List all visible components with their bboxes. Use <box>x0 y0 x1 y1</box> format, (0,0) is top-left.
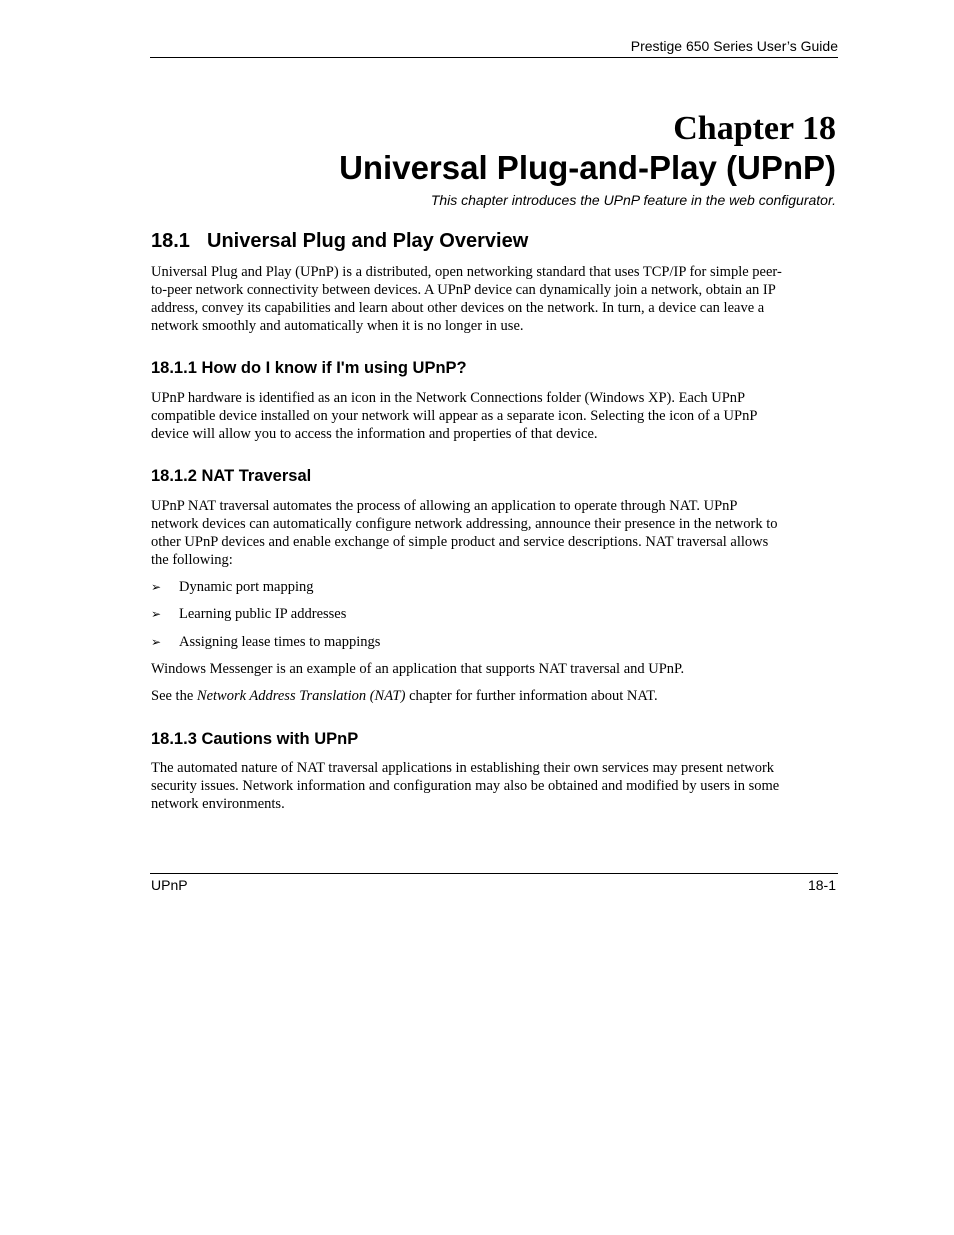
section-heading-18-1-1: 18.1.1 How do I know if I'm using UPnP? <box>151 359 467 377</box>
bullet-item <box>151 633 380 651</box>
text-line: network devices can automatically configure network addressing, announce their presence in the network to <box>151 516 778 532</box>
text-line: network environments. <box>151 796 285 812</box>
bullet-text: Assigning lease times to mappings <box>179 634 381 650</box>
section-heading-18-1-3: 18.1.3 Cautions with UPnP <box>151 730 359 748</box>
text-line: to-peer network connectivity between devices. A UPnP device can dynamically join a network, obtain an IP <box>151 282 776 298</box>
text-line: compatible device installed on your network will appear as a separate icon. Selecting the icon of a UPnP <box>151 408 758 424</box>
section-title: Universal Plug and Play Overview <box>207 230 529 252</box>
section-heading-18-1 <box>151 229 528 253</box>
paragraph-messenger: Windows Messenger is an example of an application that supports NAT traversal and UPnP. <box>151 661 685 677</box>
nat-chapter-reference: Network Address Translation (NAT) <box>196 688 406 704</box>
bullet-text: Learning public IP addresses <box>179 606 347 622</box>
footer-page-number: 18-1 <box>807 877 836 893</box>
text-line: the following: <box>151 552 233 568</box>
text-line: Universal Plug and Play (UPnP) is a distributed, open networking standard that uses TCP/IP for simple peer- <box>151 264 782 280</box>
text-line: UPnP hardware is identified as an icon in the Network Connections folder (Windows XP). Each UPnP <box>151 390 746 406</box>
bullet-text: Dynamic port mapping <box>179 579 314 595</box>
text-line: other UPnP devices and enable exchange of simple product and service descriptions. NAT traversal allows <box>151 534 769 550</box>
chapter-intro: This chapter introduces the UPnP feature in the web configurator. <box>430 192 836 208</box>
paragraph-18-1-3 <box>151 759 835 813</box>
section-heading-18-1-2: 18.1.2 NAT Traversal <box>151 467 312 485</box>
paragraph-18-1-1 <box>151 389 835 443</box>
text-line: UPnP NAT traversal automates the process of allowing an application to operate through NAT. UPnP <box>151 498 738 514</box>
footer-rule <box>150 873 838 874</box>
text-line: security issues. Network information and configuration may also be obtained and modified by users in some <box>151 778 780 794</box>
chapter-number: Chapter 18 <box>673 110 836 147</box>
paragraph-see-nat <box>151 687 835 705</box>
paragraph-18-1-2 <box>151 497 835 569</box>
header-rule <box>150 57 838 58</box>
see-suffix: chapter for further information about NAT. <box>405 688 658 704</box>
paragraph-18-1 <box>151 263 835 335</box>
arrow-bullet-icon: ➢ <box>151 580 162 594</box>
running-header: Prestige 650 Series User’s Guide <box>630 38 838 54</box>
text-line: device will allow you to access the information and properties of that device. <box>151 426 598 442</box>
arrow-bullet-icon: ➢ <box>151 607 162 621</box>
bullet-item <box>151 578 314 596</box>
see-prefix: See the <box>151 688 197 704</box>
text-line: network smoothly and automatically when it is no longer in use. <box>151 318 524 334</box>
section-number: 18.1 <box>151 230 190 252</box>
chapter-title: Universal Plug-and-Play (UPnP) <box>339 149 836 186</box>
text-line: address, convey its capabilities and learn about other devices on the network. In turn, a device can leave a <box>151 300 765 316</box>
arrow-bullet-icon: ➢ <box>151 635 162 649</box>
footer-section-name: UPnP <box>151 877 188 893</box>
bullet-item <box>151 605 346 623</box>
text-line: The automated nature of NAT traversal applications in establishing their own services may present network <box>151 760 775 776</box>
